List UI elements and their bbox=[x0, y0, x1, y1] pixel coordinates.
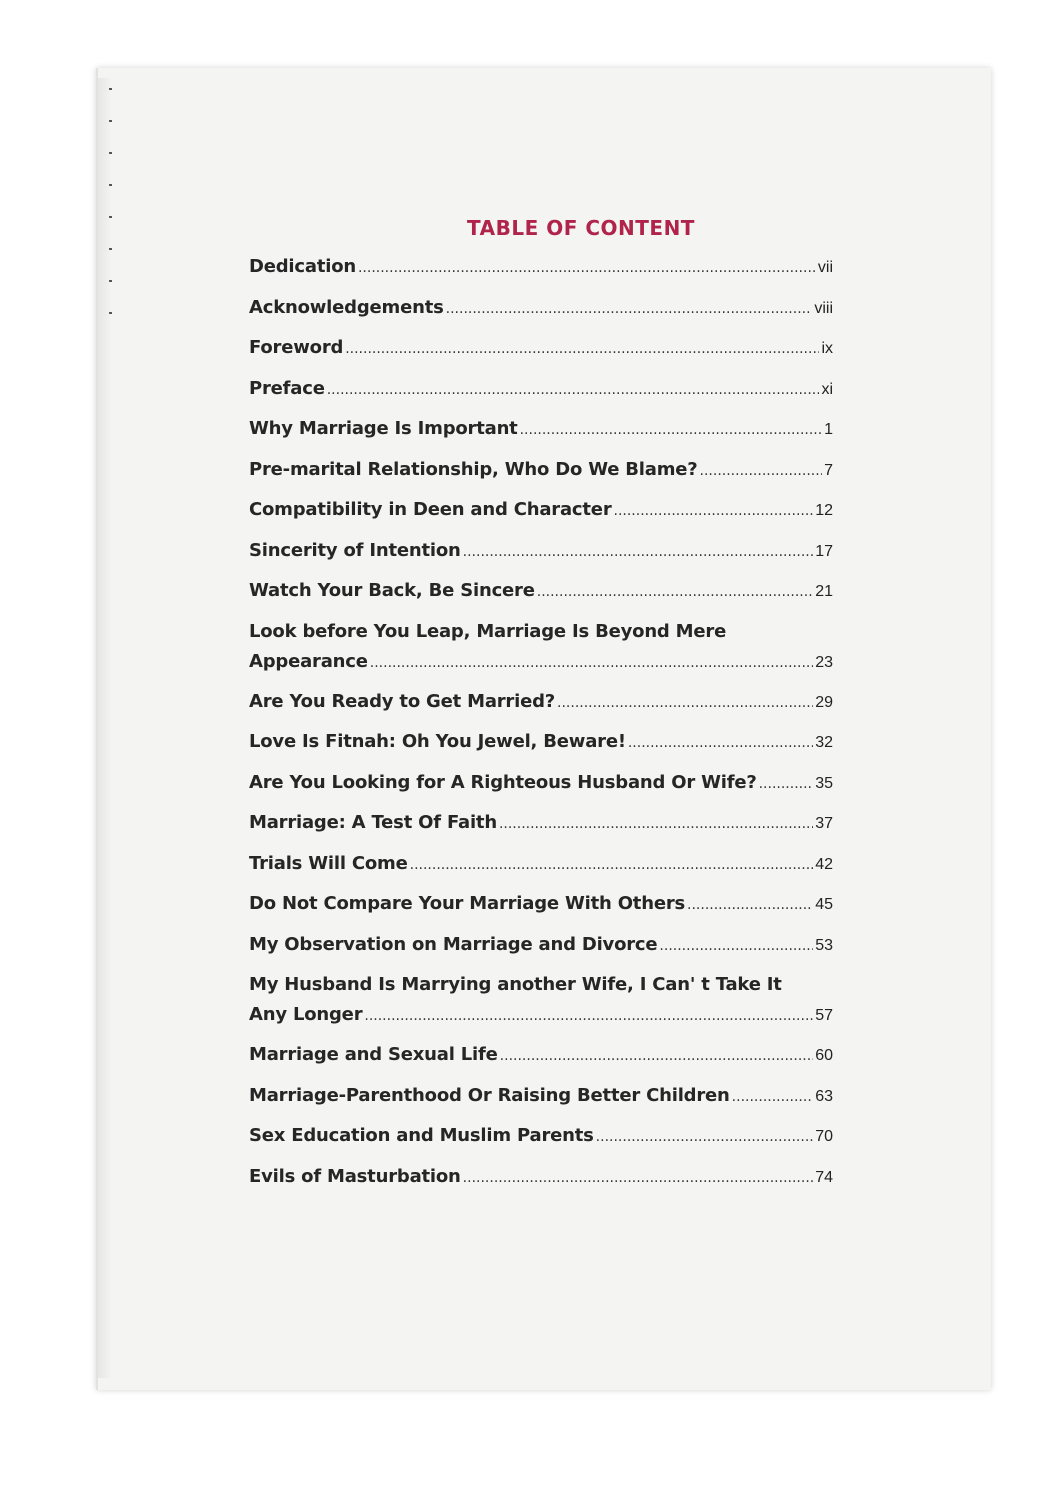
toc-entry-title: Compatibility in Deen and Character bbox=[249, 499, 612, 520]
toc-entry bbox=[249, 691, 833, 732]
toc-entry bbox=[249, 621, 833, 691]
toc-entry-title: Do Not Compare Your Marriage With Others bbox=[249, 893, 686, 914]
toc-entry-title: Love Is Fitnah: Oh You Jewel, Beware! bbox=[249, 731, 626, 752]
leader-dots bbox=[557, 695, 813, 711]
leader-dots bbox=[499, 816, 813, 832]
toc-entry-page: 60 bbox=[815, 1047, 833, 1064]
leader-dots bbox=[370, 655, 813, 671]
leader-dots bbox=[628, 735, 813, 751]
toc-entry-page: 35 bbox=[815, 774, 833, 792]
toc-entry-title: Appearance bbox=[249, 650, 368, 672]
toc-entry-page: 63 bbox=[815, 1087, 833, 1105]
toc-entry bbox=[249, 297, 833, 338]
toc-entry-page: 57 bbox=[815, 1007, 833, 1024]
toc-entry-title: Any Longer bbox=[249, 1004, 363, 1025]
leader-dots bbox=[345, 341, 819, 357]
toc-entry-title: Watch Your Back, Be Sincere bbox=[249, 580, 535, 601]
binding-stitch bbox=[109, 152, 112, 154]
toc-entry-continuation bbox=[249, 651, 833, 672]
toc-entry-title: Preface bbox=[249, 377, 325, 399]
toc-entry-continuation bbox=[249, 1004, 833, 1025]
toc-entry-title: Marriage and Sexual Life bbox=[249, 1044, 498, 1065]
toc-entry-page: 7 bbox=[824, 461, 833, 479]
toc-entry-page: 74 bbox=[815, 1168, 833, 1186]
toc-entry bbox=[249, 418, 833, 459]
leader-dots bbox=[759, 776, 814, 792]
toc-entry-page: 23 bbox=[815, 653, 833, 671]
toc-entry-title: Are You Ready to Get Married? bbox=[249, 690, 556, 712]
toc-entry-page: 70 bbox=[815, 1128, 833, 1145]
toc-entry-title: Look before You Leap, Marriage Is Beyond Mere bbox=[249, 620, 727, 642]
toc-entry-title: Are You Looking for A Righteous Husband Or Wife? bbox=[249, 771, 757, 793]
leader-dots bbox=[500, 1048, 814, 1064]
toc-entry-title: Sex Education and Muslim Parents bbox=[249, 1125, 594, 1146]
toc-entry-page: 42 bbox=[815, 855, 833, 873]
leader-dots bbox=[327, 382, 820, 398]
toc-entry-page: ix bbox=[821, 340, 833, 357]
toc-entry-page: 21 bbox=[815, 583, 833, 600]
leader-dots bbox=[358, 260, 816, 276]
toc-entry bbox=[249, 853, 833, 894]
toc-entry-page: 53 bbox=[815, 936, 833, 954]
toc-entry-title: Marriage-Parenthood Or Raising Better Children bbox=[249, 1084, 730, 1106]
toc-entry bbox=[249, 256, 833, 297]
toc-entry bbox=[249, 540, 833, 581]
toc-heading: TABLE OF CONTENT bbox=[467, 216, 695, 240]
binding-stitch bbox=[109, 248, 112, 250]
toc-entry bbox=[249, 580, 833, 621]
binding-stitch bbox=[109, 120, 112, 122]
table-of-contents bbox=[249, 216, 833, 1206]
toc-entry-title: Why Marriage Is Important bbox=[249, 418, 518, 439]
leader-dots bbox=[537, 584, 813, 600]
toc-entry bbox=[249, 934, 833, 975]
leader-dots bbox=[364, 1008, 813, 1024]
toc-entry bbox=[249, 893, 833, 934]
binding-stitch bbox=[109, 280, 112, 282]
toc-entry-page: viii bbox=[814, 299, 833, 317]
toc-entry bbox=[249, 499, 833, 540]
toc-entry bbox=[249, 1166, 833, 1207]
leader-dots bbox=[410, 857, 814, 873]
binding-stitch bbox=[109, 312, 112, 314]
leader-dots bbox=[732, 1089, 814, 1105]
leader-dots bbox=[463, 544, 814, 560]
toc-entry bbox=[249, 337, 833, 378]
toc-entry-page: vii bbox=[817, 259, 833, 276]
leader-dots bbox=[520, 422, 823, 438]
toc-entry-page: 45 bbox=[815, 896, 833, 913]
book-page bbox=[96, 68, 991, 1390]
page-binding-edge bbox=[98, 78, 112, 1378]
toc-entry-title: Pre-marital Relationship, Who Do We Blame? bbox=[249, 458, 698, 480]
toc-entry-title: Trials Will Come bbox=[249, 852, 408, 874]
leader-dots bbox=[596, 1129, 814, 1145]
toc-entry bbox=[249, 1125, 833, 1166]
toc-entry-page: xi bbox=[821, 380, 833, 398]
leader-dots bbox=[463, 1170, 814, 1186]
toc-entry-title: My Observation on Marriage and Divorce bbox=[249, 933, 658, 955]
toc-entry bbox=[249, 812, 833, 853]
toc-entry-title: Evils of Masturbation bbox=[249, 1165, 461, 1187]
binding-stitch bbox=[109, 88, 112, 90]
toc-entry bbox=[249, 459, 833, 500]
leader-dots bbox=[446, 301, 813, 317]
toc-entry-page: 29 bbox=[815, 693, 833, 711]
toc-entry bbox=[249, 378, 833, 419]
leader-dots bbox=[659, 938, 813, 954]
leader-dots bbox=[614, 503, 814, 519]
leader-dots bbox=[700, 463, 823, 479]
toc-entry-page: 12 bbox=[815, 502, 833, 519]
binding-stitch bbox=[109, 184, 112, 186]
toc-entry-title: Sincerity of Intention bbox=[249, 539, 461, 561]
toc-entry bbox=[249, 772, 833, 813]
toc-entry-page: 32 bbox=[815, 734, 833, 751]
toc-entry-title: My Husband Is Marrying another Wife, I Can' t Take It bbox=[249, 974, 782, 995]
toc-entry-page: 1 bbox=[824, 421, 833, 438]
toc-entry-title: Marriage: A Test Of Faith bbox=[249, 812, 497, 833]
toc-entry bbox=[249, 974, 833, 1044]
leader-dots bbox=[687, 897, 813, 913]
toc-entry-page: 17 bbox=[815, 542, 833, 560]
binding-stitch bbox=[109, 216, 112, 218]
toc-entry-title: Dedication bbox=[249, 256, 356, 277]
toc-entry-title: Acknowledgements bbox=[249, 296, 444, 318]
toc-entry-title: Foreword bbox=[249, 337, 344, 358]
toc-entry bbox=[249, 1085, 833, 1126]
toc-entry-page: 37 bbox=[815, 815, 833, 832]
toc-entry bbox=[249, 731, 833, 772]
toc-entry bbox=[249, 1044, 833, 1085]
